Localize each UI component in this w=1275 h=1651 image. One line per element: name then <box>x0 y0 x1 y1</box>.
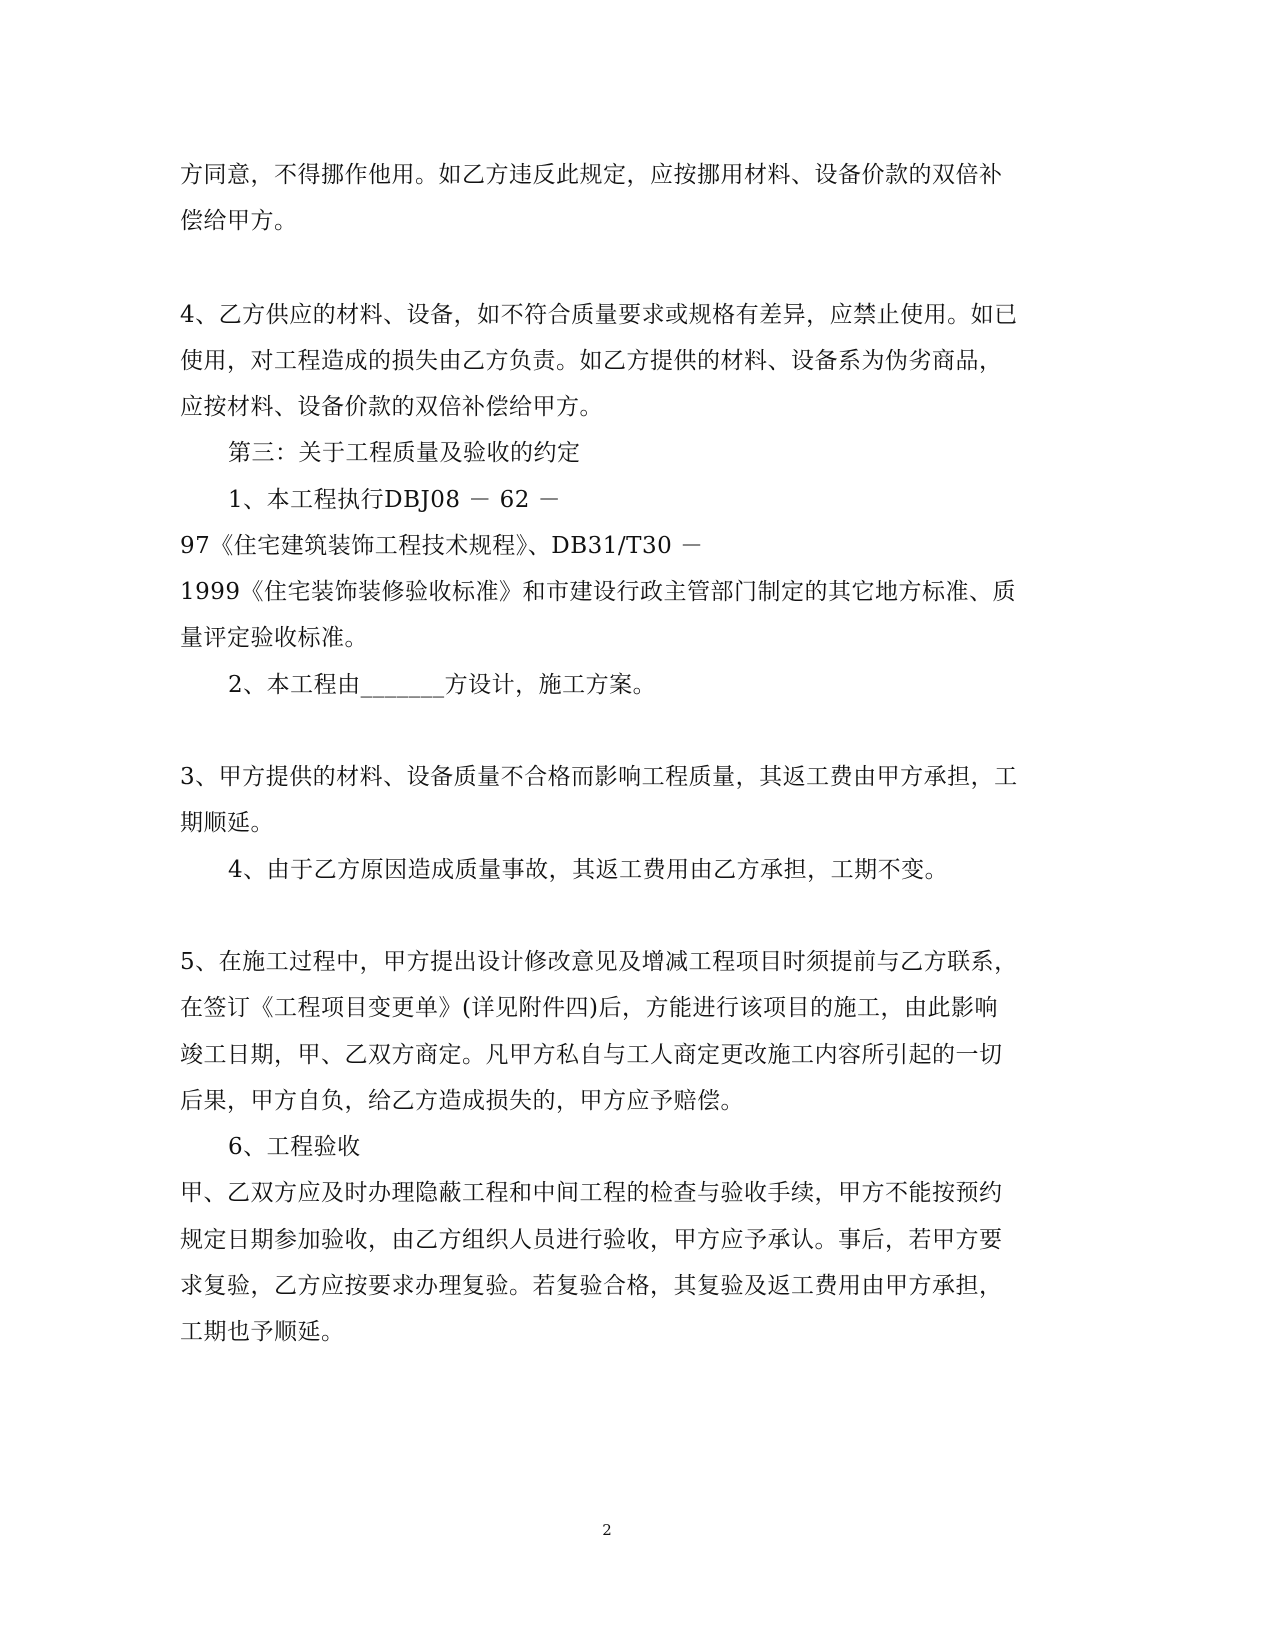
text-line: 应按材料、设备价款的双倍补偿给甲方。 <box>180 394 603 420</box>
text-line: 1、本工程执行DBJ08 － 62 － <box>228 487 562 513</box>
text-line: 工期也予顺延。 <box>180 1319 345 1345</box>
text-line: 甲、乙双方应及时办理隐蔽工程和中间工程的检查与验收手续，甲方不能按预约 <box>180 1180 1003 1206</box>
text-line: 偿给甲方。 <box>180 208 298 234</box>
page-number: 2 <box>602 1521 612 1539</box>
text-line: 使用，对工程造成的损失由乙方负责。如乙方提供的材料、设备系为伪劣商品， <box>180 348 1003 374</box>
text-line: 竣工日期，甲、乙双方商定。凡甲方私自与工人商定更改施工内容所引起的一切 <box>180 1042 1003 1068</box>
text-line: 期顺延。 <box>180 810 274 836</box>
text-line: 1999《住宅装饰装修验收标准》和市建设行政主管部门制定的其它地方标准、质 <box>180 579 1017 605</box>
text-line: 2、本工程由_______方设计，施工方案。 <box>228 672 657 698</box>
text-line: 求复验，乙方应按要求办理复验。若复验合格，其复验及返工费用由甲方承担， <box>180 1273 1003 1299</box>
text-line: 5、在施工过程中，甲方提出设计修改意见及增减工程项目时须提前与乙方联系， <box>180 949 1018 975</box>
text-line: 方同意，不得挪作他用。如乙方违反此规定，应按挪用材料、设备价款的双倍补 <box>180 162 1003 188</box>
text-line: 6、工程验收 <box>228 1134 361 1160</box>
text-line: 97《住宅建筑装饰工程技术规程》、DB31/T30 － <box>180 533 704 559</box>
text-line: 在签订《工程项目变更单》(详见附件四)后，方能进行该项目的施工，由此影响 <box>180 995 998 1021</box>
text-line: 后果，甲方自负，给乙方造成损失的，甲方应予赔偿。 <box>180 1088 744 1114</box>
text-line: 4、由于乙方原因造成质量事故，其返工费用由乙方承担，工期不变。 <box>228 857 949 883</box>
section-heading: 第三：关于工程质量及验收的约定 <box>228 440 581 466</box>
text-line: 4、乙方供应的材料、设备，如不符合质量要求或规格有差异，应禁止使用。如已 <box>180 302 1018 328</box>
text-line: 规定日期参加验收，由乙方组织人员进行验收，甲方应予承认。事后，若甲方要 <box>180 1227 1003 1253</box>
text-line: 量评定验收标准。 <box>180 625 368 651</box>
text-line: 3、甲方提供的材料、设备质量不合格而影响工程质量，其返工费由甲方承担，工 <box>180 764 1018 790</box>
